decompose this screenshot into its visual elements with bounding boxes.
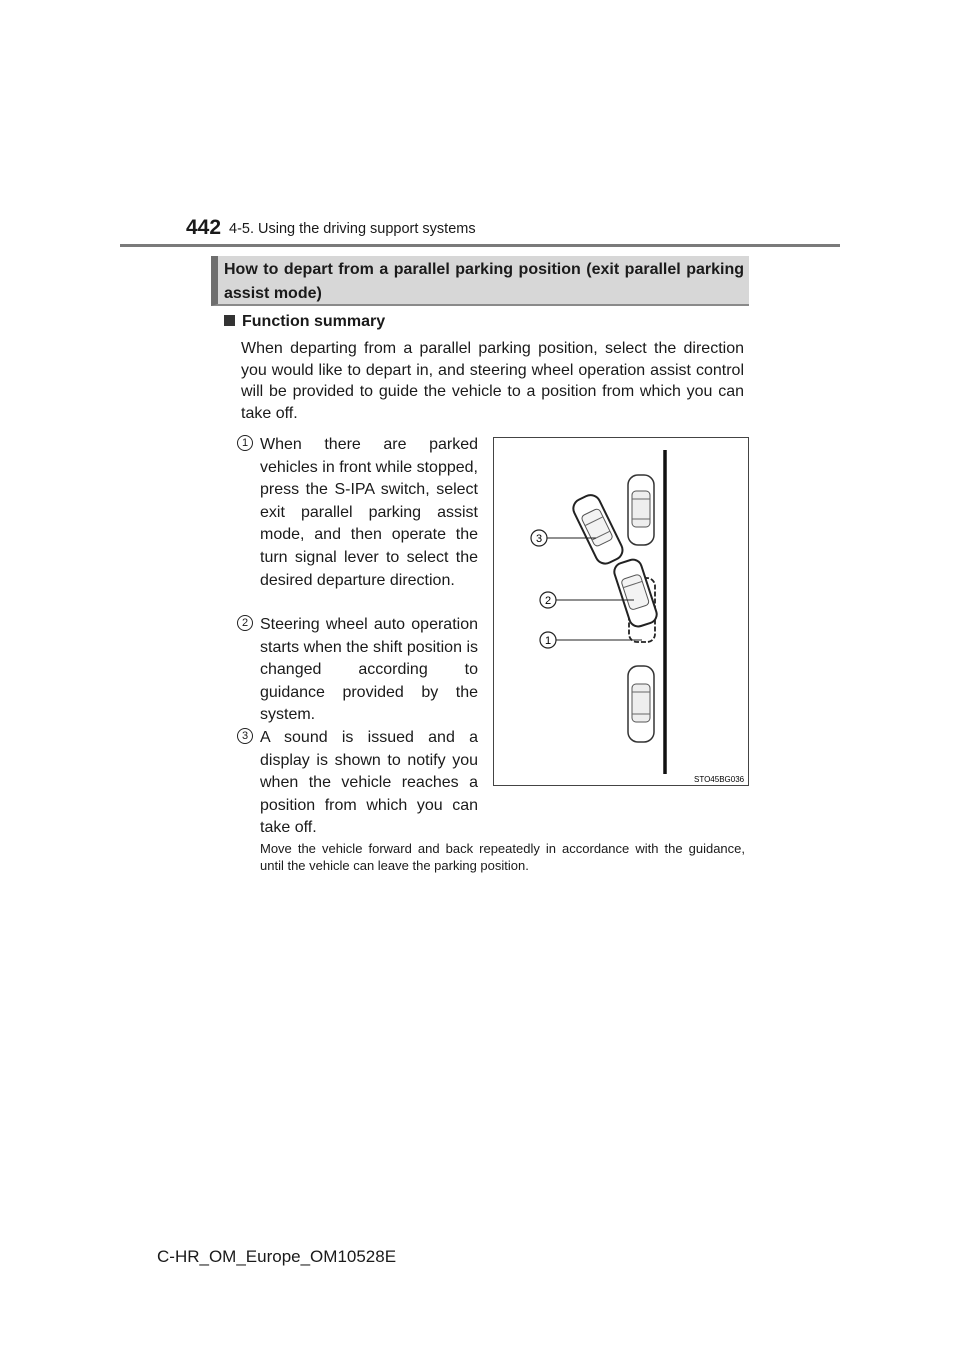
callout-1-label: 1 xyxy=(544,635,552,647)
step-1-text: When there are parked vehicles in front while stopped, press the S-IPA switch, select exit parallel parking assist mode, and then operate the turn signal lever to select the desired departure direction. xyxy=(260,436,478,589)
note-text: Move the vehicle forward and back repeatedly in accordance with the guidance, until the vehicle can leave the parking position. xyxy=(260,841,745,873)
square-bullet-icon xyxy=(224,315,235,326)
page-number: 442 xyxy=(186,216,222,239)
function-summary-heading-text: Function summary xyxy=(242,313,386,330)
parked-car-front-icon xyxy=(628,475,654,545)
step-3-number-icon: 3 xyxy=(237,728,253,744)
step-2-text: Steering wheel auto operation starts when the shift position is changed according to guidance provided by the system. xyxy=(260,616,478,724)
chapter-title: 4-5. Using the driving support systems xyxy=(229,221,476,237)
step-1-number-icon: 1 xyxy=(237,435,253,451)
step-3-text: A sound is issued and a display is shown to notify you when the vehicle reaches a position from which you can take off. xyxy=(260,729,478,837)
figure-code: STO45BG036 xyxy=(694,775,745,784)
callout-3-label: 3 xyxy=(535,533,543,545)
function-summary-text: When departing from a parallel parking position, select the direction you would like to depart in, and steering wheel operation assist control will be provided to guide the vehicle to a position from which you can take off. xyxy=(241,340,744,422)
section-title: How to depart from a parallel parking position (exit parallel parking assist mode) xyxy=(224,261,744,302)
parked-car-rear-icon xyxy=(628,666,654,742)
vehicle-position-3-icon xyxy=(570,492,626,567)
header-divider xyxy=(120,244,840,247)
step-2-number-icon: 2 xyxy=(237,615,253,631)
callout-2-label: 2 xyxy=(544,595,552,607)
footer-document-id: C-HR_OM_Europe_OM10528E xyxy=(157,1247,397,1266)
function-summary-heading xyxy=(224,313,385,331)
parking-diagram xyxy=(493,437,749,786)
